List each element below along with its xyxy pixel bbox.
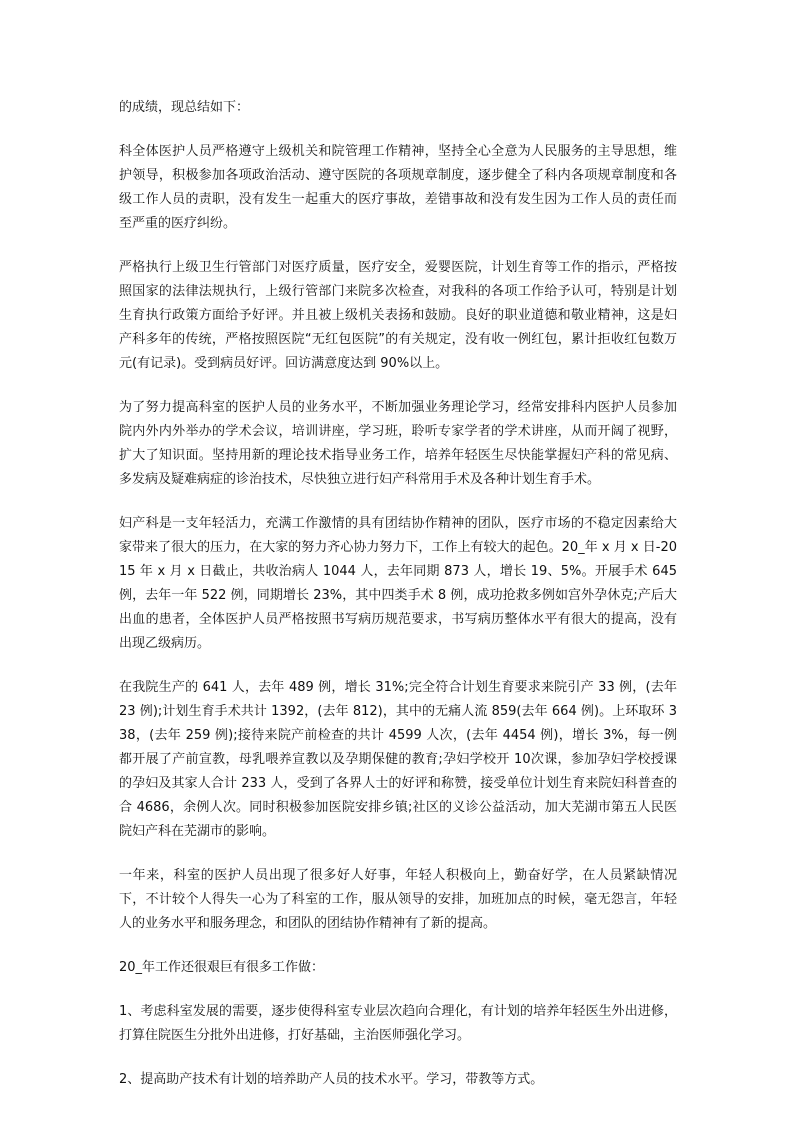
paragraph-quality-safety: 严格执行上级卫生行管部门对医疗质量，医疗安全，爱婴医院，计划生育等工作的指示，严格按照国家的法律法规执行，上级行管部门来院多次检查，对我科的各项工作给予认可，特别是计划生育执行政策方面给予好评。并且被上级机关表扬和鼓励。良好的职业道德和敬业精神，这是妇产科多年的传统，严格按照医院“无红包医院”的有关规定，没有收一例红包，累计拒收红包数万元(有记录)。受到病员好评。回访满意度达到 90%以上。 [119,260,677,371]
paragraph-training: 为了努力提高科室的医护人员的业务水平，不断加强业务理论学习，经常安排科内医护人员参加院内外内外举办的学术会议，培训讲座，学习班，聆听专家学者的学术讲座，从而开阔了视野，扩大了知识面。坚持用新的理论技术指导业务工作，培养年轻医生尽快能掌握妇产科的常见病、多发病及疑难病症的诊治技术，尽快独立进行妇产科常用手术及各种计划生育手术。 [119,400,677,487]
paragraph-plan-item-2: 2、提高助产技术有计划的培养助产人员的技术水平。学习，带教等方式。 [119,1072,544,1087]
paragraph-plan-item-1: 1、考虑科室发展的需要，逐步使得科室专业层次趋向合理化，有计划的培养年轻医生外出进修，打算住院医生分批外出进修，打好基础，主治医师强化学习。 [119,1004,677,1043]
paragraph-staff-conduct: 一年来，科室的医护人员出现了很多好人好事，年轻人积极向上，勤奋好学，在人员紧缺情况下，不计较个人得失一心为了科室的工作，服从领导的安排，加班加点的时候，毫无怨言，年轻人的业务水平和服务理念，和团队的团结协作精神有了新的提高。 [119,868,677,931]
paragraph-birth-statistics: 在我院生产的 641 人，去年 489 例，增长 31%;完全符合计划生育要求来院引产 33 例，(去年 23 例);计划生育手术共计 1392，(去年 812)，其中的无痛人流 859(去年 664 例)。上环取环 338，(去年 259 例);接待来院产前检查的共计 4599 人次，(去年 4454 例)，增长 3%，每一例都开展了产前宣教，母乳喂养宣教以及孕期保健的教育;孕妇学校开 10次课，参加孕妇学校授课的孕妇及其家人合计 233 人，受到了各界人士的好评和称赞，接受单位计划生育来院妇科普查的合 4686，余例人次。同时积极参加医院安排乡镇;社区的义诊公益活动，加大芜湖市第五人民医院妇产科在芜湖市的影响。 [119,680,677,839]
paragraph-discipline: 科全体医护人员严格遵守上级机关和院管理工作精神，坚持全心全意为人民服务的主导思想，维护领导，积极参加各项政治活动、遵守医院的各项规章制度，逐步健全了科内各项规章制度和各级工作人员的责职，没有发生一起重大的医疗事故，差错事故和没有发生因为工作人员的责任而至严重的医疗纠纷。 [119,144,677,231]
paragraph-next-year-heading: 20_年工作还很艰巨有很多工作做： [119,960,325,975]
paragraph-intro: 的成绩，现总结如下： [119,100,250,115]
paragraph-team-statistics: 妇产科是一支年轻活力，充满工作激情的具有团结协作精神的团队，医疗市场的不稳定因素给大家带来了很大的压力，在大家的努力齐心协力努力下，工作上有较大的起色。20_年 x 月 x 日-2015 年 x 月 x 日截止，共收治病人 1044 人，去年同期 873 人，增长 19、5%。开展手术 645 例，去年一年 522 例，同期增长 23%，其中四类手术 8 例，成功抢救多例如宫外孕休克;产后大出血的患者，全体医护人员严格按照书写病历规范要求，书写病历整体水平有很大的提高，没有出现乙级病历。 [119,516,677,651]
document-page [119,96,677,1112]
